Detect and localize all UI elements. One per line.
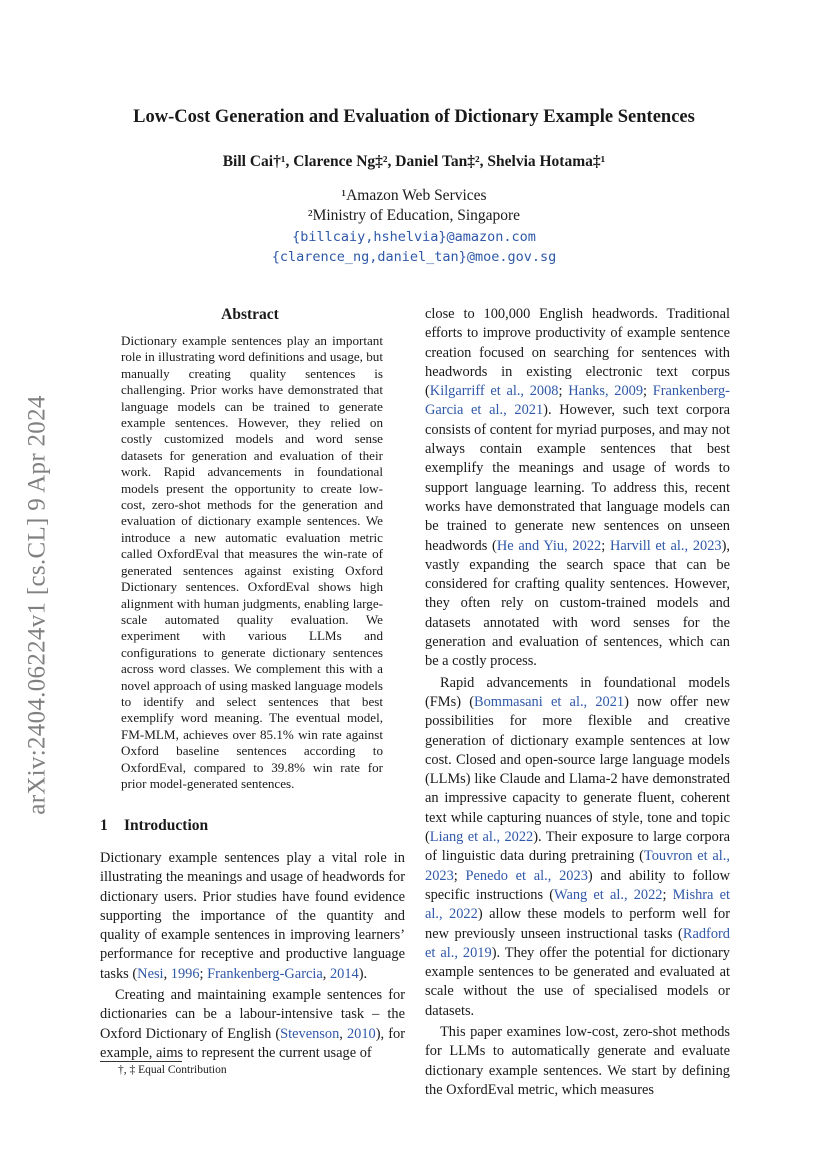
affiliation-1: ¹Amazon Web Services	[341, 187, 487, 204]
paper-title: Low-Cost Generation and Evaluation of Dictionary Example Sentences	[133, 107, 695, 127]
abstract-text: Dictionary example sentences play an important role in illustrating word definitions and usage, but manually creating quality sentences is challenging. Prior works have demonstrated that language models can be trained to generate example sentences. However, they relied on costly customized models and word sense datasets for generation and evaluation of their work. Rapid advancements in foundational models present the opportunity to create low-cost, zero-shot methods for the generation and evaluation of dictionary example sentences. We introduce a new automatic evaluation metric called OxfordEval that measures the win-rate of generated sentences against existing Oxford Dictionary sentences. OxfordEval shows high alignment with human judgments, enabling large-scale automated quality evaluation. We experiment with various LLMs and configurations to generate dictionary sentences across word classes. We complement this with a novel approach of using masked language models to identify and select sentences that best exemplify word meaning. The eventual model, FM-MLM, achieves over 85.1% win rate against Oxford baseline sentences according to OxfordEval, compared to 39.8% win rate for prior model-generated sentences.	[121, 333, 383, 791]
citation-link[interactable]: Liang et al., 2022	[429, 829, 534, 846]
citation-link[interactable]: Hanks, 2009	[568, 383, 644, 400]
citation-link[interactable]: Mishra et al., 2022	[425, 886, 730, 923]
email-link-1[interactable]: {billcaiy,hshelvia}@amazon.com	[292, 229, 536, 245]
citation-link[interactable]: Kilgarriff et al., 2008	[429, 383, 559, 400]
intro-paragraph-4: This paper examines low-cost, zero-shot methods for LLMs to automatically generate and evaluate dictionary example sentences. We start by defining the OxfordEval metric, which measures	[425, 1023, 730, 1098]
section-heading-introduction	[100, 817, 208, 835]
citation-link[interactable]: Wang et al., 2022	[554, 886, 663, 903]
arxiv-identifier-text: arXiv:2404.06224v1 [cs.CL] 9 Apr 2024	[24, 395, 52, 815]
affiliation-2: ²Ministry of Education, Singapore	[307, 207, 521, 224]
footnote-rule	[100, 1061, 182, 1062]
citation-link[interactable]: Radford et al., 2019	[425, 925, 730, 961]
intro-paragraph-3: Rapid advancements in foundational models (FMs) (Bommasani et al., 2021) now offer new possibilities for more flexible and creative generation of dictionary example sentences at low cost. Closed and open-source large language models (LLMs) like Claude and Llama-2 have demonstrated an impressive capacity to generate fluent, coherent text while capturing nuances of style, tone and topic (Liang et al., 2022). Their exposure to large corpora of linguistic data during pretraining (Touvron et al., 2023; Penedo et al., 2023) and ability to follow specific instructions (Wang et al., 2022; Mishra et al., 2022) allow these models to perform well for new previously unseen instructional tasks (Radford et al., 2019). They offer the potential for dictionary example sentences to be generated and evaluated at scale without the use of specialised models or datasets.	[425, 674, 731, 1019]
citation-link[interactable]: Touvron et al., 2023	[425, 848, 730, 884]
section-number: 1	[100, 817, 108, 834]
citation-link[interactable]: Stevenson	[280, 1025, 340, 1042]
footnote-equal-contribution: †, ‡ Equal Contribution	[118, 1064, 227, 1076]
intro-paragraph-2: Creating and maintaining example sentences for dictionaries can be a labour-intensive task – the Oxford Dictionary of English (Stevenson, 2010), for example, aims to represent the current usage of	[100, 987, 405, 1061]
citation-link[interactable]: Harvill et al., 2023	[609, 537, 722, 554]
citation-link[interactable]: 1996	[170, 965, 200, 982]
citation-link[interactable]: Frankenberg-Garcia	[207, 965, 323, 982]
citation-link[interactable]: He and Yiu, 2022	[496, 537, 602, 554]
citation-link[interactable]: Nesi	[137, 965, 164, 982]
email-link-2[interactable]: {clarence_ng,daniel_tan}@moe.gov.sg	[271, 249, 557, 265]
citation-link[interactable]: 2014	[329, 965, 359, 982]
author-list: Bill Cai†¹, Clarence Ng‡², Daniel Tan‡², Shelvia Hotama‡¹	[222, 153, 606, 170]
citation-link[interactable]: 2010	[346, 1025, 376, 1042]
intro-paragraph-2-continued: close to 100,000 English headwords. Traditional efforts to improve productivity of example sentence creation focused on searching for sentences with headwords in existing electronic text corpus (Kilgarriff et al., 2008; Hanks, 2009; Frankenberg-Garcia et al., 2021). However, such text corpora consists of content for myriad purposes, and may not always contain example sentences that best exemplify the meanings and usage of words to support language learning. To address this, recent works have demonstrated that language models can be trained to generate new sentences on unseen headwords (He and Yiu, 2022; Harvill et al., 2023), vastly expanding the search space that can be considered for crafting quality sentences. However, they often rely on custom-trained models and datasets annotated with word senses for the generation and evaluation of sentences, which can be a costly process.	[425, 306, 730, 670]
right-column-body	[425, 305, 730, 1100]
arxiv-identifier-stamp	[16, 370, 60, 840]
citation-link[interactable]: Bommasani et al., 2021	[474, 693, 625, 710]
left-column-body	[100, 849, 405, 1063]
citation-link[interactable]: Frankenberg-Garcia et al., 2021	[425, 383, 730, 419]
citation-link[interactable]: Penedo et al., 2023	[465, 867, 588, 884]
abstract-heading: Abstract	[221, 306, 279, 323]
intro-paragraph-1: Dictionary example sentences play a vital role in illustrating the meanings and usage of headwords for dictionary users. Prior studies have found evidence supporting the importance of the quantity and quality of example sentences in improving learners’ performance for receptive and productive language tasks (Nesi, 1996; Frankenberg-Garcia, 2014).	[100, 850, 405, 982]
section-title: Introduction	[124, 817, 209, 834]
intro-paragraph-2-continued-marker: ), for example, aims to represent the current usage of	[100, 1025, 405, 1061]
